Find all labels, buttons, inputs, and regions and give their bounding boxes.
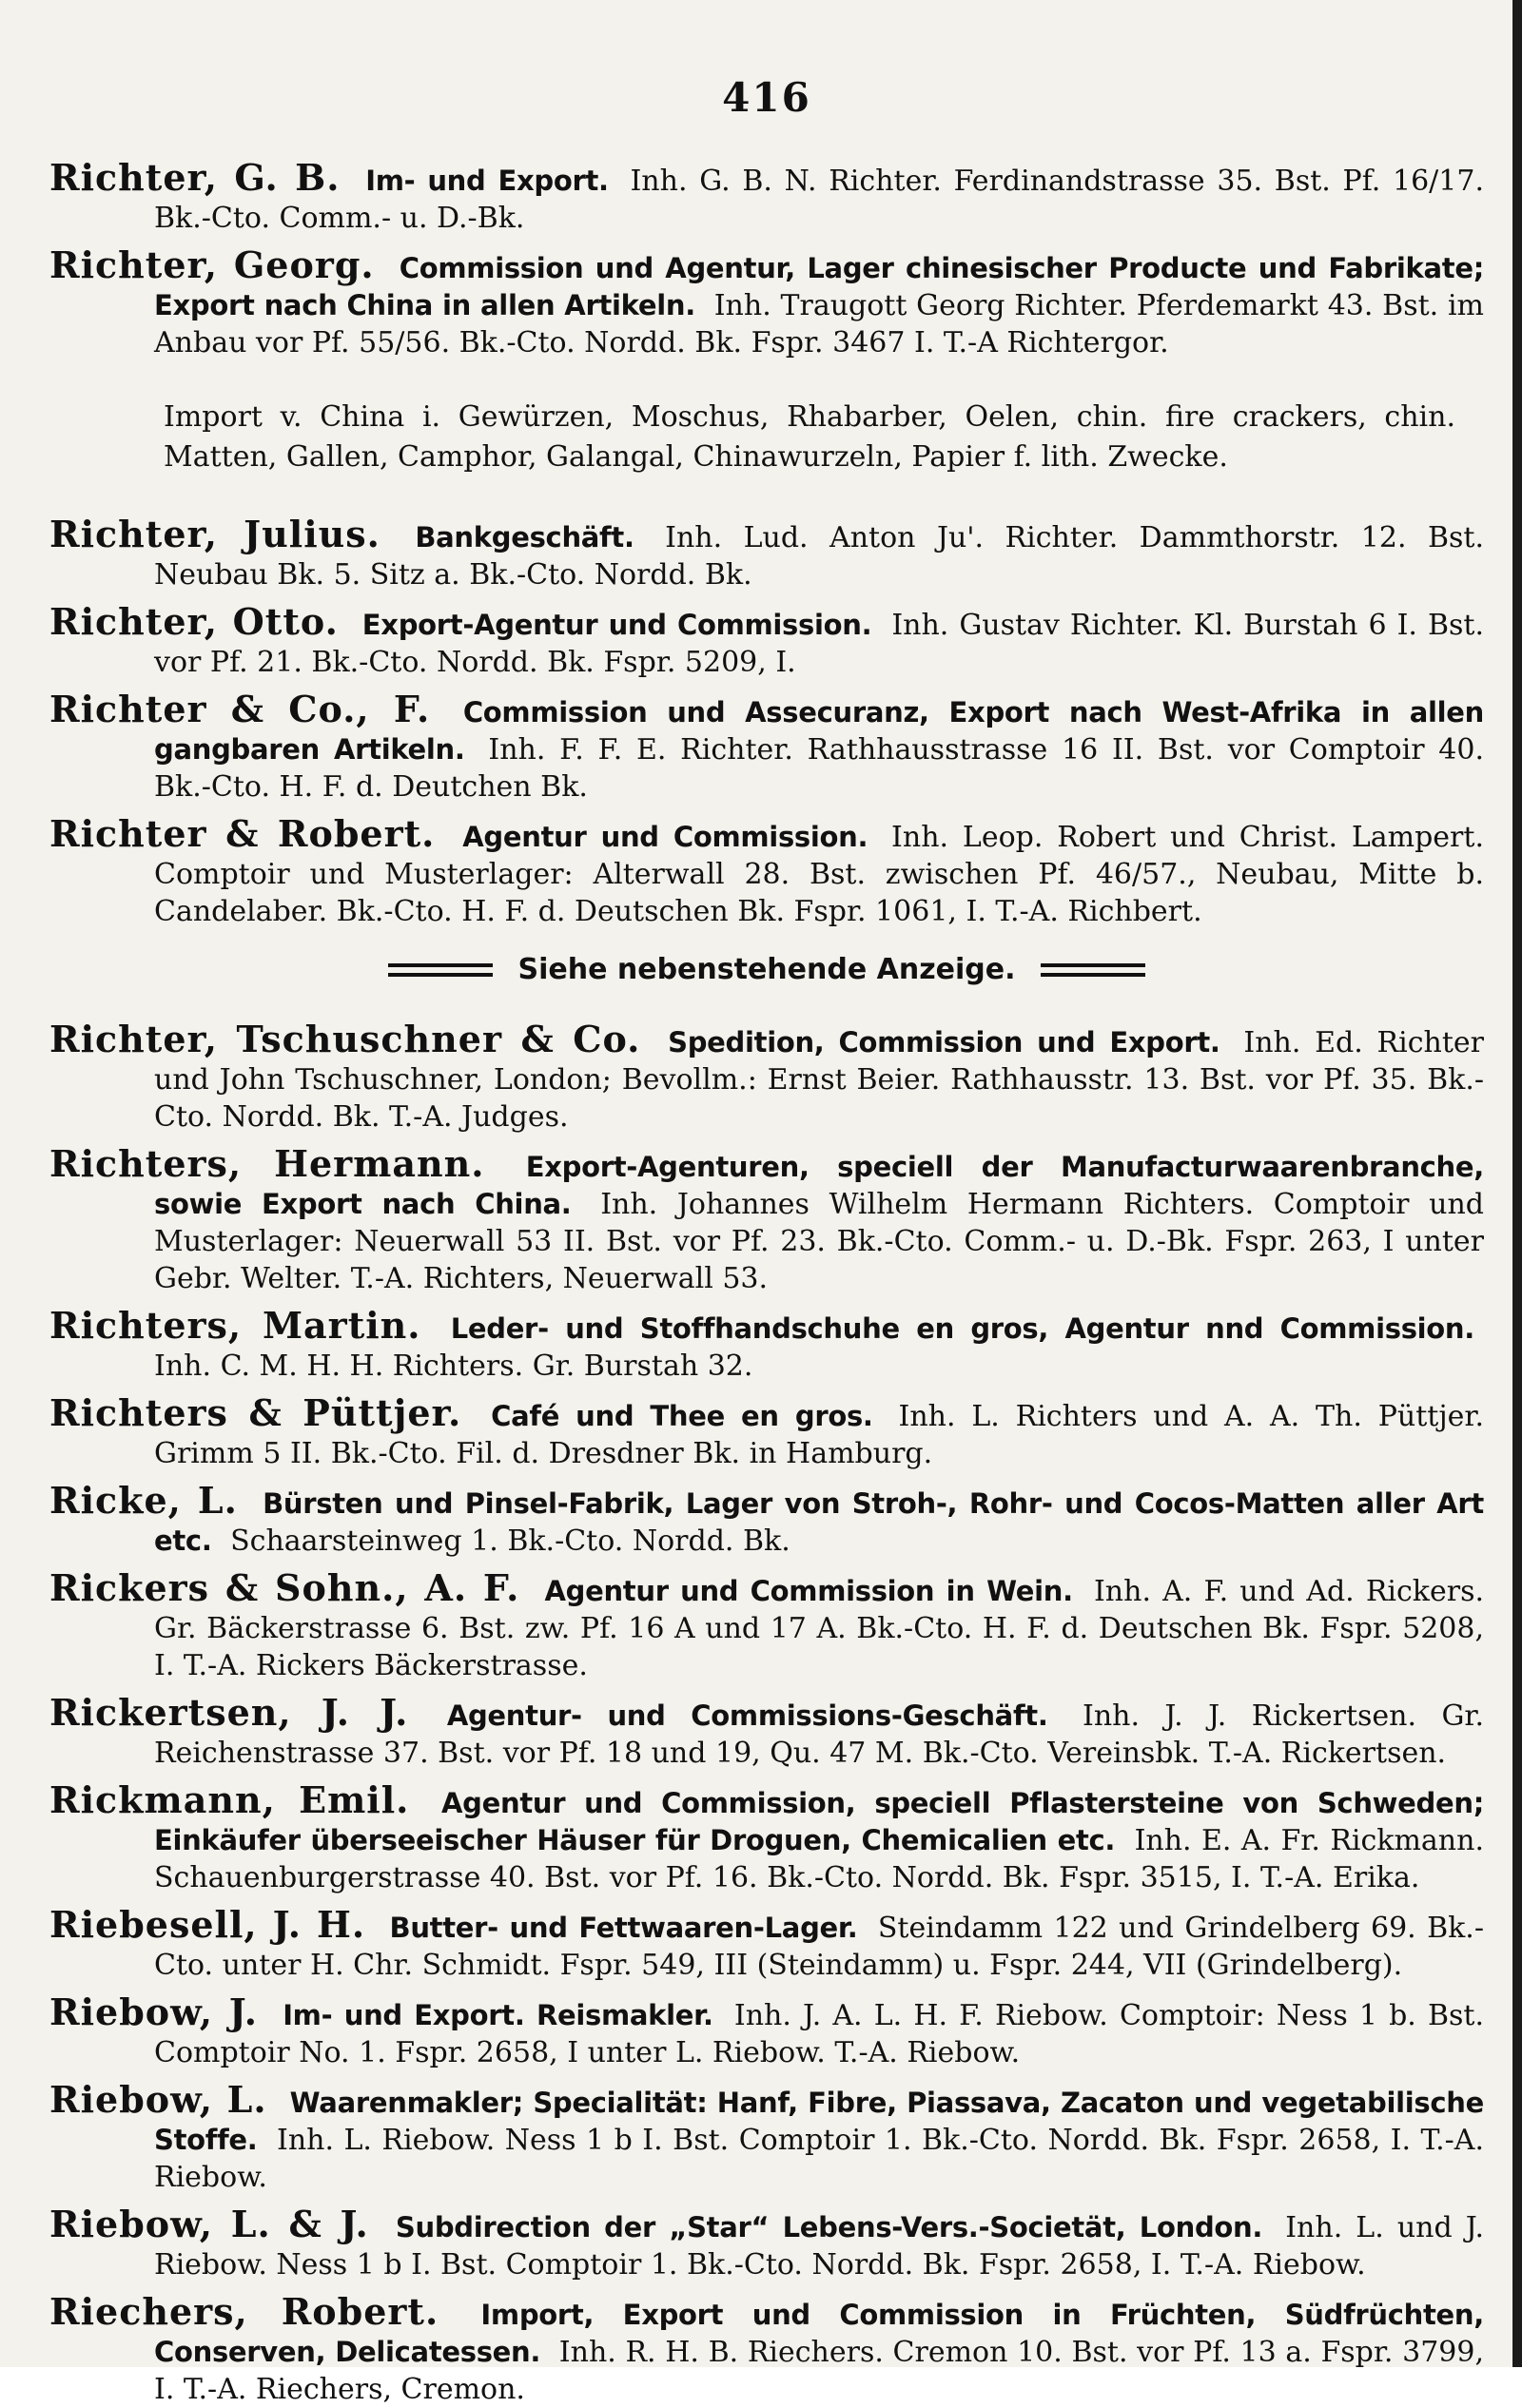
entry-details: Inh. A. F. und Ad. Rickers. Gr. Bäckerstrasse 6. Bst. zw. Pf. 16 A und 17 A. Bk.-Cto. H. F. d. Deutschen Bk. Fspr. 5208, I. T.-A. Rickers Bäckerstrasse. [154, 1575, 1485, 1682]
directory-entry [49, 1691, 1484, 1772]
directory-entry [49, 1990, 1484, 2071]
directory-entry [49, 156, 1484, 237]
double-rule-left [388, 963, 493, 977]
business-description: Café und Thee en gros. [491, 1400, 873, 1432]
business-description: Waarenmakler; Specialität: Hanf, Fibre, Piassava, Zacaton und vegetabilische Stoffe. [154, 2087, 1484, 2156]
entries-group-a [49, 156, 1484, 361]
directory-entry [49, 690, 1484, 806]
firm-name: Riebow, L. & J. [49, 2203, 369, 2245]
directory-entry [49, 812, 1484, 930]
page-number: 416 [722, 74, 811, 121]
entries-group-c [49, 1020, 1484, 2408]
business-description: Spedition, Commission und Export. [668, 1026, 1220, 1058]
directory-entry [49, 1142, 1484, 1297]
entries-group-b [49, 515, 1484, 930]
directory-entry [49, 1566, 1485, 1684]
advertisement-reference-text: Siehe nebenstehende Anzeige. [517, 953, 1016, 986]
directory-entry [49, 600, 1484, 681]
directory-entry [49, 1304, 1484, 1385]
entry-details: Inh. J. J. Rickertsen. Gr. Reichenstrasse 37. Bst. vor Pf. 18 und 19, Qu. 47 M. Bk.-Cto. Vereinsbk. T.-A. Rickertsen. [154, 1699, 1484, 1770]
directory-entry [49, 1778, 1484, 1896]
entry-details: Inh. Traugott Georg Richter. Pferdemarkt 43. Bst. im Anbau vor Pf. 55/56. Bk.-Cto. Nordd. Bk. Fspr. 3467 I. T.-A Richtergor. [154, 289, 1484, 359]
firm-name: Riebow, L. [49, 2078, 267, 2121]
firm-name: Richter, Tschuschner & Co. [49, 1018, 641, 1060]
business-description: Bankgeschäft. [415, 521, 634, 553]
firm-name: Rickertsen, J. J. [49, 1691, 409, 1734]
firm-name: Rickers & Sohn., A. F. [49, 1566, 520, 1609]
entry-details: Schaarsteinweg 1. Bk.-Cto. Nordd. Bk. [230, 1524, 790, 1558]
firm-name: Richter & Co., F. [49, 688, 431, 730]
firm-name: Richter, Otto. [49, 600, 339, 643]
entry-details: Inh. G. B. N. Richter. Ferdinandstrasse 35. Bst. Pf. 16/17. Bk.-Cto. Comm.- u. D.-Bk. [154, 165, 1484, 235]
directory-entry [49, 1020, 1484, 1136]
directory-entry [49, 2290, 1484, 2408]
entry-details: Inh. R. H. B. Riechers. Cremon 10. Bst. vor Pf. 13 a. Fspr. 3799, I. T.-A. Riechers, Cremon. [154, 2336, 1484, 2406]
firm-name: Rickmann, Emil. [49, 1778, 410, 1821]
business-description: Commission und Agentur, Lager chinesischer Producte und Fabrikate; Export nach China in allen Artikeln. [154, 252, 1484, 321]
import-note: Import v. China i. Gewürzen, Moschus, Rhabarber, Oelen, chin. fire crackers, chin. Matten, Gallen, Camphor, Galangal, Chinawurzeln, Papier f. lith. Zwecke. [164, 400, 1455, 474]
firm-name: Richter, G. B. [49, 156, 341, 199]
firm-name: Richters, Hermann. [49, 1142, 485, 1185]
business-description: Agentur und Commission in Wein. [544, 1575, 1073, 1607]
firm-name: Richter & Robert. [49, 812, 436, 855]
entry-details: Inh. E. A. Fr. Rickmann. Schauenburgerstrasse 40. Bst. vor Pf. 16. Bk.-Cto. Nordd. Bk. Fspr. 3515, I. T.-A. Erika. [154, 1824, 1484, 1894]
entry-details: Steindamm 122 und Grindelberg 69. Bk.-Cto. unter H. Chr. Schmidt. Fspr. 549, III (Steindamm) u. Fspr. 244, VII (Grindelberg). [154, 1912, 1484, 1982]
entry-details: Inh. Lud. Anton Ju'. Richter. Dammthorstr. 12. Bst. Neubau Bk. 5. Sitz a. Bk.-Cto. Nordd. Bk. [154, 521, 1484, 592]
entry-details: Inh. Johannes Wilhelm Hermann Richters. Comptoir und Musterlager: Neuerwall 53 II. Bst. vor Pf. 23. Bk.-Cto. Comm.- u. D.-Bk. Fspr. 263, I unter Gebr. Welter. T.-A. Richters, Neuerwall 53. [154, 1188, 1484, 1295]
business-description: Butter- und Fettwaaren-Lager. [389, 1912, 858, 1944]
entry-details: Inh. J. A. L. H. F. Riebow. Comptoir: Ness 1 b. Bst. Comptoir No. 1. Fspr. 2658, I unter L. Riebow. T.-A. Riebow. [154, 1999, 1484, 2069]
business-description: Subdirection der „Star“ Lebens-Vers.-Societät, London. [395, 2211, 1263, 2243]
entry-details: Inh. C. M. H. H. Richters. Gr. Burstah 32. [154, 1350, 753, 1383]
advertisement-reference [49, 953, 1484, 986]
business-description: Import, Export und Commission in Früchten, Südfrüchten, Conserven, Delicatessen. [154, 2299, 1484, 2368]
entry-details: Inh. F. F. E. Richter. Rathhausstrasse 16 II. Bst. vor Comptoir 40. Bk.-Cto. H. F. d. Deutchen Bk. [154, 733, 1484, 804]
firm-name: Riechers, Robert. [49, 2290, 439, 2333]
firm-name: Richter, Georg. [49, 243, 375, 286]
business-description: Leder- und Stoffhandschuhe en gros, Agentur nnd Commission. [450, 1312, 1474, 1345]
entry-details: Inh. L. Richters und A. A. Th. Püttjer. Grimm 5 II. Bk.-Cto. Fil. d. Dresdner Bk. in Hamburg. [154, 1400, 1485, 1470]
directory-entry [49, 243, 1484, 361]
firm-name: Richters & Püttjer. [49, 1391, 462, 1434]
entry-details: Inh. L. Riebow. Ness 1 b I. Bst. Comptoir 1. Bk.-Cto. Nordd. Bk. Fspr. 2658, I. T.-A. Riebow. [154, 2124, 1484, 2194]
directory-entry [49, 1391, 1485, 1472]
scan-edge [1512, 0, 1522, 2367]
entry-details: Inh. L. und J. Riebow. Ness 1 b I. Bst. Comptoir 1. Bk.-Cto. Nordd. Bk. Fspr. 2658, I. T.-A. Riebow. [154, 2211, 1485, 2282]
firm-name: Ricke, L. [49, 1479, 238, 1522]
directory-entry [49, 1903, 1484, 1984]
business-description: Commission und Assecuranz, Export nach West-Afrika in allen gangbaren Artikeln. [154, 696, 1484, 766]
directory-entry [49, 1479, 1484, 1560]
entry-details: Inh. Leop. Robert und Christ. Lampert. Comptoir und Musterlager: Alterwall 28. Bst. zwischen Pf. 46/57., Neubau, Mitte b. Candelaber. Bk.-Cto. H. F. d. Deutschen Bk. Fspr. 1061, I. T.-A. Richbert. [154, 821, 1484, 928]
business-description: Export-Agentur und Commission. [361, 609, 872, 641]
directory-entry [49, 2205, 1484, 2283]
business-description: Im- und Export. [365, 165, 609, 197]
firm-name: Richters, Martin. [49, 1304, 421, 1347]
firm-name: Richter, Julius. [49, 513, 380, 555]
firm-name: Riebesell, J. H. [49, 1903, 366, 1946]
business-description: Agentur und Commission, speciell Pflastersteine von Schweden; Einkäufer überseeischer Häuser für Droguen, Chemicalien etc. [154, 1787, 1484, 1856]
directory-entry [49, 2078, 1484, 2196]
directory-entry [49, 515, 1484, 593]
firm-name: Riebow, J. [49, 1990, 259, 2033]
entry-details: Inh. Gustav Richter. Kl. Burstah 6 I. Bst. vor Pf. 21. Bk.-Cto. Nordd. Bk. Fspr. 5209, I. [154, 609, 1484, 679]
entry-details: Inh. Ed. Richter und John Tschuschner, London; Bevollm.: Ernst Beier. Rathhausstr. 13. Bst. vor Pf. 35. Bk.-Cto. Nordd. Bk. T.-A. Judges. [154, 1026, 1485, 1134]
business-description: Im- und Export. Reismakler. [283, 1999, 713, 2031]
business-description: Export-Agenturen, speciell der Manufacturwaarenbranche, sowie Export nach China. [154, 1151, 1484, 1220]
double-rule-right [1041, 963, 1145, 977]
business-description: Agentur- und Commissions-Geschäft. [446, 1699, 1048, 1732]
business-description: Bürsten und Pinsel-Fabrik, Lager von Stroh-, Rohr- und Cocos-Matten aller Art etc. [154, 1487, 1484, 1557]
business-description: Agentur und Commission. [462, 821, 868, 853]
